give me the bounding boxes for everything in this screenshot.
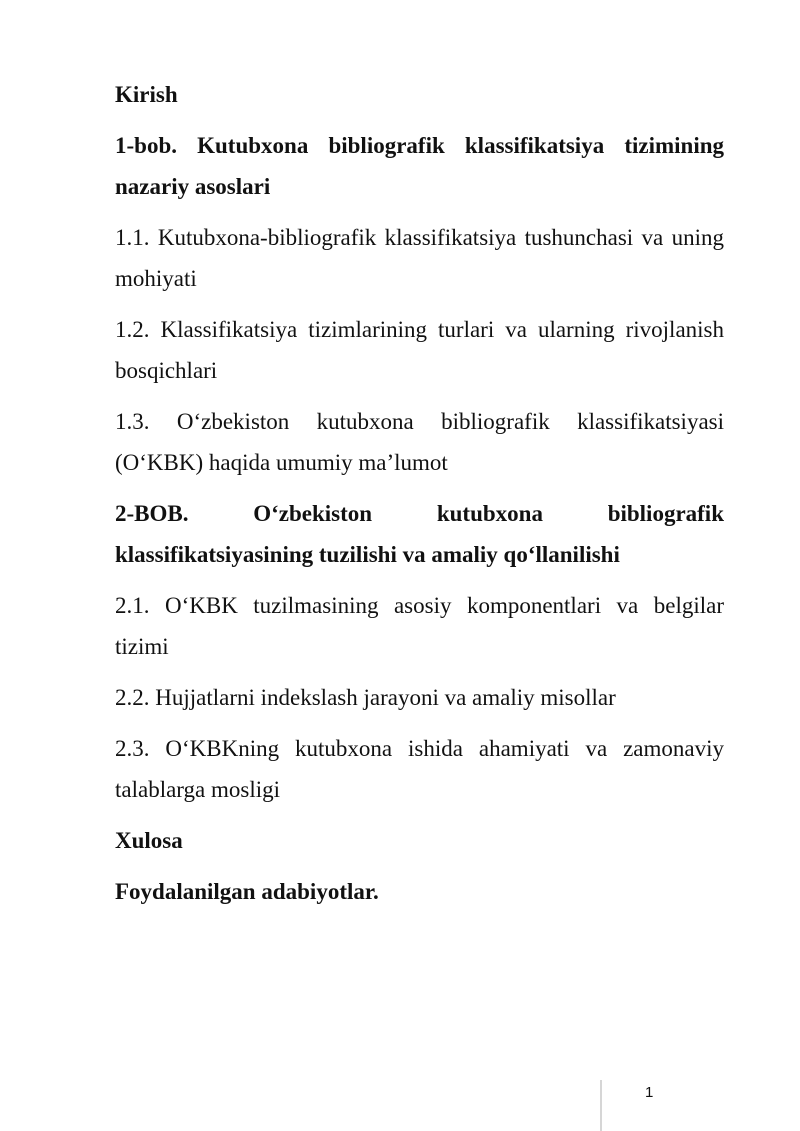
toc-entry-section-2-2: 2.2. Hujjatlarni indekslash jarayoni va amaliy misollar	[115, 685, 616, 710]
toc-entry-section-1-2: 1.2. Klassifikatsiya tizimlarining turlari va ularning rivojlanish bosqichlari	[115, 317, 724, 383]
toc-entry-chapter-1: 1-bob. Kutubxona bibliografik klassifikatsiya tizimining nazariy asoslari	[115, 133, 724, 199]
toc-entry-chapter-2: 2-BOB. O‘zbekiston kutubxona bibliografik klassifikatsiyasining tuzilishi va amaliy qo‘llanilishi	[115, 501, 724, 567]
toc-entry-section-2-1: 2.1. O‘KBK tuzilmasining asosiy komponentlari va belgilar tizimi	[115, 593, 724, 659]
toc-entry-references: Foydalanilgan adabiyotlar.	[115, 879, 379, 904]
table-of-contents	[115, 74, 724, 922]
toc-entry-conclusion: Xulosa	[115, 828, 183, 853]
toc-entry-section-1-1: 1.1. Kutubxona-bibliografik klassifikatsiya tushunchasi va uning mohiyati	[115, 225, 724, 291]
footer-divider	[600, 1080, 602, 1131]
toc-entry-section-1-3: 1.3. O‘zbekiston kutubxona bibliografik klassifikatsiyasi (O‘KBK) haqida umumiy ma’lumot	[115, 409, 724, 475]
toc-entry-section-2-3: 2.3. O‘KBKning kutubxona ishida ahamiyati va zamonaviy talablarga mosligi	[115, 736, 724, 802]
page-number: 1	[645, 1084, 654, 1101]
toc-entry-intro: Kirish	[115, 82, 178, 107]
